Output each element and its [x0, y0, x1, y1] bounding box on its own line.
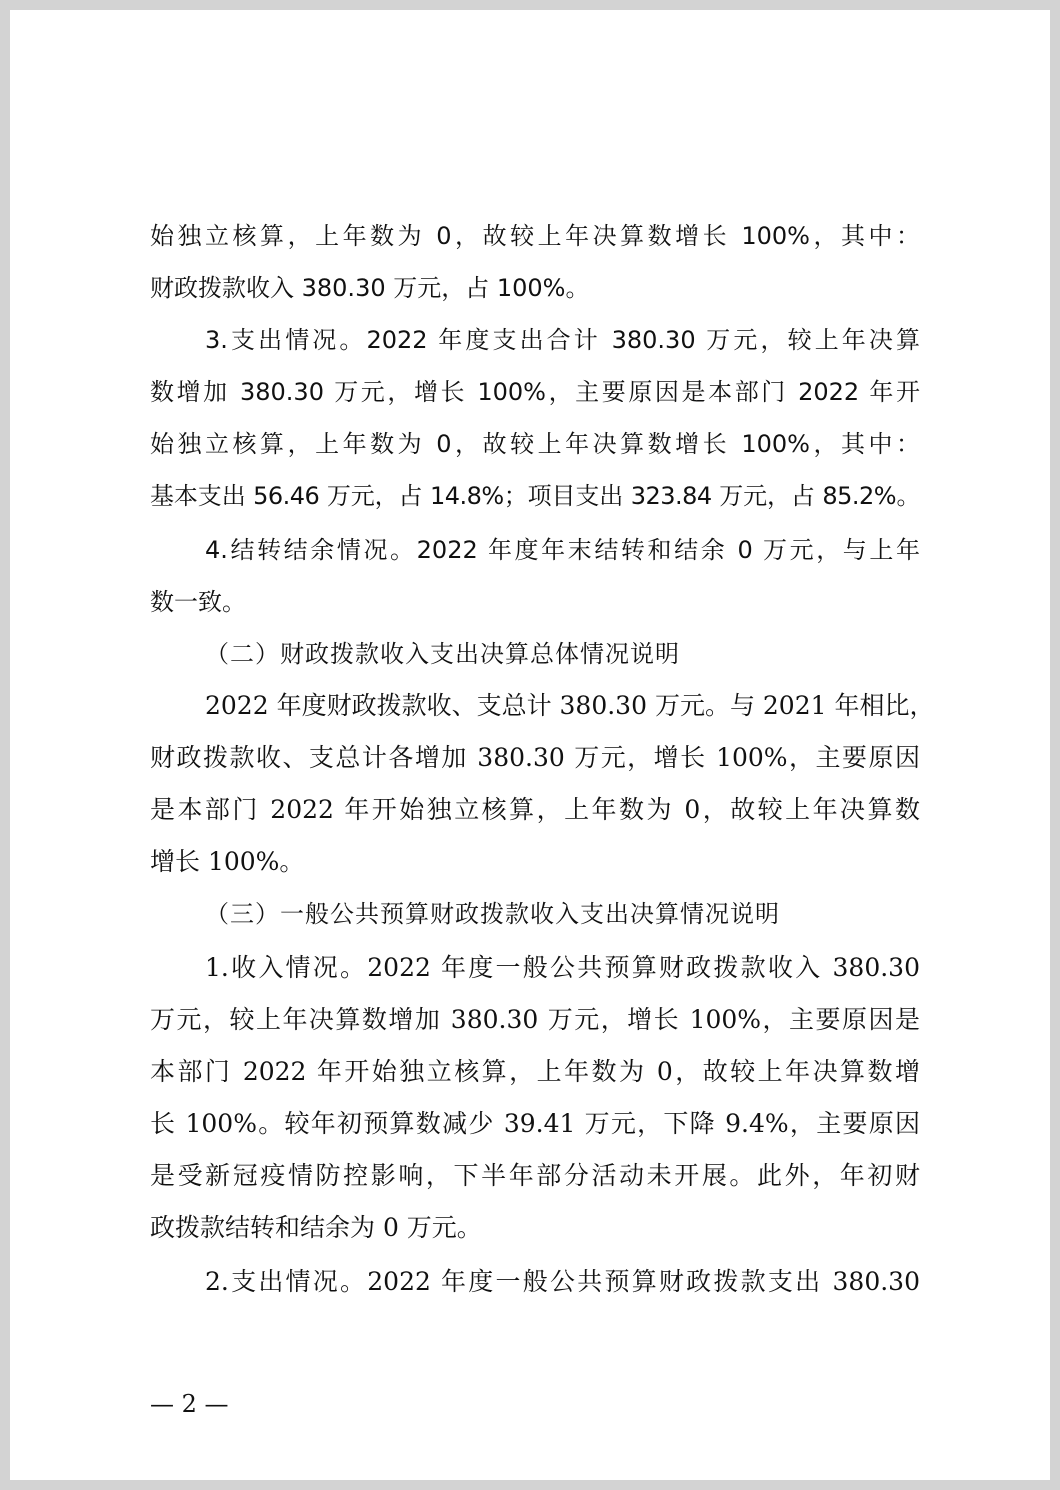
text-line-13: 增长 100%。	[150, 847, 305, 876]
text-line-16: 万元，较上年决算数增加 380.30 万元，增长 100%，主要原因是	[150, 1005, 920, 1034]
text-line-7: 4.结转结余情况。2022 年度年末结转和结余 0 万元，与上年	[205, 536, 920, 564]
text-line-8: 数一致。	[150, 588, 246, 616]
text-line-17: 本部门 2022 年开始独立核算，上年数为 0，故较上年决算数增	[150, 1057, 920, 1086]
text-line-4: 数增加 380.30 万元，增长 100%，主要原因是本部门 2022 年开	[150, 378, 920, 406]
text-line-6: 基本支出 56.46 万元，占 14.8%；项目支出 323.84 万元，占 85.2%。	[150, 482, 920, 510]
section-heading-3: （三）一般公共预算财政拨款收入支出决算情况说明	[205, 900, 780, 928]
text-line-18: 长 100%。较年初预算数减少 39.41 万元，下降 9.4%，主要原因	[150, 1109, 920, 1138]
section-heading-2: （二）财政拨款收入支出决算总体情况说明	[205, 640, 680, 668]
text-line-5: 始独立核算，上年数为 0，故较上年决算数增长 100%，其中：	[150, 430, 920, 458]
document-page	[10, 10, 1050, 1480]
text-line-1: 始独立核算，上年数为 0，故较上年决算数增长 100%，其中：	[150, 222, 920, 250]
text-line-3: 3.支出情况。2022 年度支出合计 380.30 万元，较上年决算	[205, 326, 920, 354]
text-line-11: 财政拨款收、支总计各增加 380.30 万元，增长 100%，主要原因	[150, 743, 920, 772]
text-line-2: 财政拨款收入 380.30 万元，占 100%。	[150, 274, 590, 302]
text-line-19: 是受新冠疫情防控影响，下半年部分活动未开展。此外，年初财	[150, 1161, 920, 1190]
text-line-12: 是本部门 2022 年开始独立核算，上年数为 0，故较上年决算数	[150, 795, 920, 824]
text-line-10: 2022 年度财政拨款收、支总计 380.30 万元。与 2021 年相比，	[205, 691, 935, 720]
text-line-15: 1.收入情况。2022 年度一般公共预算财政拨款收入 380.30	[205, 953, 920, 982]
text-line-20: 政拨款结转和结余为 0 万元。	[150, 1213, 482, 1242]
text-line-21: 2.支出情况。2022 年度一般公共预算财政拨款支出 380.30	[205, 1267, 920, 1296]
page-number: — 2 —	[150, 1390, 229, 1418]
